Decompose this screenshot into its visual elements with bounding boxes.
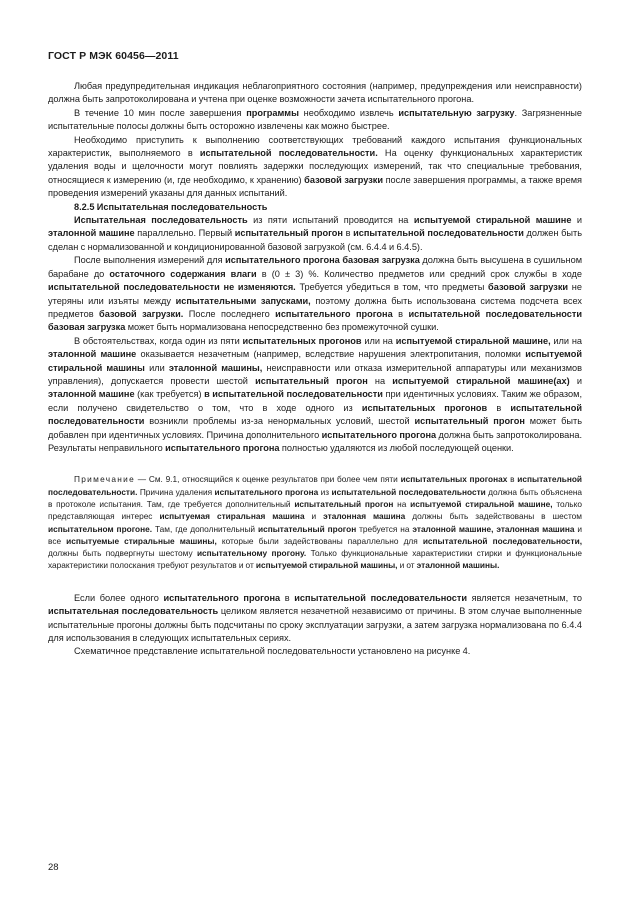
document-header: ГОСТ Р МЭК 60456—2011	[48, 50, 179, 62]
bold-term: испытательный прогон	[257, 523, 357, 534]
bold-term: испытательных прогонах	[400, 474, 508, 485]
text-run: После последнего	[183, 308, 276, 319]
section-heading: 8.2.5 Испытательная последовательность	[74, 201, 268, 212]
text-run: и	[304, 511, 324, 522]
text-run: в (0 ± 3) %. Количество предметов или средний срок службы в ходе	[256, 268, 583, 279]
bold-term: Испытательная последовательность	[74, 215, 248, 226]
text-run: целиком является незачетной независимо от причины. В этом случае выполненные испытательные прогоны должны быть подсчитаны по сроку эксплуатации загрузки, а затем загрузка нормализована по 6.4.4 для использования в следующих испытательных сериях.	[48, 606, 582, 643]
text-run: на	[393, 498, 411, 509]
bold-term: испытательных прогонов	[361, 402, 488, 413]
bold-term: испытательной последовательности	[48, 402, 582, 427]
text-run: и	[569, 375, 582, 386]
text-run: в	[507, 474, 518, 485]
bold-term: испытательной последовательности	[294, 592, 468, 603]
bold-term: испытуемой стиральной машине,	[395, 335, 551, 346]
text-run: которые были задействованы параллельно для	[216, 535, 423, 546]
text-run: должны быть задействованы в шестом	[405, 511, 582, 522]
bold-term: испытательных прогонов	[242, 335, 362, 346]
bold-term: испытательной последовательности	[331, 486, 486, 497]
bold-term: испытательного прогона	[321, 429, 437, 440]
text-run: на	[367, 375, 393, 386]
text-run: возникли проблемы из-за ненормальных условий, шестой	[144, 416, 415, 427]
text-run: может быть нормализована непосредственно без промежуточной сушки.	[125, 322, 439, 333]
text-run: — См. 9.1, относящийся к оценке результатов при более чем пяти	[135, 474, 401, 485]
text-run: параллельно. Первый	[134, 228, 235, 239]
bold-term: испытательную загрузку	[398, 107, 515, 118]
bold-term: базовой загрузки.	[99, 308, 184, 319]
text-run: может быть добавлен при идентичных условиях. Причина дополнительного	[48, 416, 582, 440]
bold-term: испытательному прогону.	[196, 548, 307, 559]
bold-term: эталонной машине	[48, 228, 135, 239]
text-run: не утеряны или изъяты между	[48, 282, 582, 306]
bold-term: испытательный прогон	[234, 228, 343, 239]
bold-term: испытуемой стиральной машине(ах)	[392, 375, 570, 386]
bold-term: остаточного содержания влаги	[109, 268, 257, 279]
text-run: Причина удаления	[137, 486, 215, 497]
text-run: необходимо извлечь	[298, 107, 399, 118]
bold-term: испытуемые стиральные машины,	[66, 535, 217, 546]
text-run: должна быть запротоколирована. Результаты неправильного	[48, 429, 583, 453]
bold-term: испытательного прогона	[163, 592, 281, 603]
text-run: В обстоятельствах, когда один из пяти	[74, 335, 243, 346]
text-run: после завершения программы, а также время проведения измерений указаны для данных испытаний.	[48, 174, 582, 199]
paragraph	[48, 80, 582, 107]
text-run: должен быть сделан с нормализованной и кондиционированной базовой загрузкой (см. 6.4.4 и 6.4.5).	[48, 228, 582, 252]
text-run: На оценку функциональных характеристик удаления воды и щелочности могут повлиять задержки последующих измерений, так что специальные требования, относящиеся к измерению (и, где необходимо, к хранению)	[48, 148, 582, 185]
bold-term: испытательного прогона	[275, 308, 393, 319]
text-run: Схематичное представление испытательной последовательности установлено на рисунке 4.	[74, 646, 471, 657]
bold-term: испытательной последовательности	[353, 228, 524, 239]
text-run: или на	[361, 335, 396, 346]
paragraph	[48, 592, 582, 646]
text-run: неисправности или отказа измерительной аппаратуры или механизмов управления), допускается провести шестой	[48, 362, 582, 386]
note-label: Примечание	[74, 474, 136, 485]
text-run: и	[571, 215, 582, 226]
text-run: В течение 10 мин после завершения	[74, 107, 247, 118]
text-run: и от	[397, 560, 417, 571]
text-run: в	[392, 308, 409, 319]
text-run: Требуется убедиться в том, что предметы	[295, 282, 489, 293]
paragraph	[48, 335, 582, 456]
bold-term: в испытательной последовательности	[204, 389, 383, 400]
paragraph	[48, 107, 582, 134]
bold-term: испытательной последовательности,	[422, 535, 582, 546]
text-run: полностью удаляются из любой последующей оценки.	[279, 442, 514, 453]
text-run: Необходимо приступить к выполнению соответствующих требований каждого испытания функциональных характеристик, выполняемого в	[48, 134, 582, 159]
text-run: . Загрязненные испытательные полосы должны быть осторожно извлечены как можно быстрее.	[48, 107, 582, 132]
text-run: в	[487, 402, 511, 413]
bold-term: испытуемой стиральной машины	[48, 349, 582, 373]
text-run: После выполнения измерений для	[74, 255, 226, 266]
note-paragraph	[48, 473, 582, 571]
text-run: из	[318, 486, 332, 497]
bold-term: испытательная последовательность	[48, 606, 219, 617]
bold-term: испытательной последовательности не изменяются.	[48, 282, 296, 293]
bold-term: испытательный прогон	[294, 498, 394, 509]
bold-term: эталонной машине, эталонная машина	[412, 523, 575, 534]
bold-term: эталонной машины,	[168, 362, 263, 373]
body-text	[48, 80, 582, 659]
text-run: Только функциональные характеристики стирки и функциональные характеристики полоскания требуют результатов и от	[48, 548, 582, 571]
bold-term: испытательного прогона	[214, 486, 319, 497]
bold-term: испытательными запусками,	[175, 295, 311, 306]
paragraph	[48, 645, 582, 658]
text-run: оказывается незачетным (например, вследствие нарушения электропитания, поломки	[136, 349, 526, 360]
bold-term: испытательной последовательности базовая загрузка	[48, 308, 583, 333]
text-run: Если более одного	[74, 592, 164, 603]
page-number: 28	[48, 862, 59, 873]
text-run: или	[144, 362, 169, 373]
text-run: только представляющая интерес	[48, 498, 582, 522]
bold-term: испытательный прогон	[255, 375, 368, 386]
text-run: Там, где дополнительный	[152, 523, 258, 534]
paragraph	[48, 134, 582, 201]
bold-term: испытуемой стиральной машине,	[410, 498, 553, 509]
bold-term: испытательного прогона	[165, 442, 280, 453]
bold-term: испытательной последовательности.	[199, 148, 378, 159]
bold-term: испытательном прогоне.	[48, 523, 153, 534]
text-run: должна быть объяснена в протоколе испытания. Там, где требуется дополнительный	[48, 486, 583, 509]
text-run: поэтому должна быть использована система подсчета всех предметов	[48, 295, 582, 319]
bold-term: базовой загрузки	[488, 282, 569, 293]
bold-term: испытуемой стиральной машине	[413, 215, 572, 226]
bold-term: эталонная машина	[323, 511, 406, 522]
bold-term: эталонной машине	[48, 349, 137, 360]
bold-term: испытательной последовательности.	[48, 474, 582, 497]
bold-term: испытательного прогона базовая загрузка	[225, 255, 420, 266]
text-run: в	[280, 592, 295, 603]
text-run: должны быть подвергнуты шестому	[48, 548, 197, 559]
bold-term: эталонной машине	[48, 389, 135, 400]
text-run: Любая предупредительная индикация неблагоприятного состояния (например, предупреждения или неисправности) должна быть запротоколирована и учтена при оценке возможности зачета испытательного прогона.	[48, 81, 582, 105]
text-run: (как требуется)	[134, 389, 205, 400]
text-run: является незачетным, то	[467, 592, 582, 603]
text-run: или на	[550, 335, 583, 346]
text-run: при идентичных условиях. Таким же образом, если получено свидетельство о том, что в ходе одного из	[48, 389, 582, 413]
text-run: из пяти испытаний проводится на	[247, 215, 414, 226]
text-run: в	[342, 228, 354, 239]
paragraph	[48, 254, 582, 334]
text-run: должна быть высушена в сушильном барабане до	[48, 255, 583, 279]
bold-term: испытательный прогон	[414, 416, 525, 427]
bold-term: испытуемая стиральная машина	[159, 511, 305, 522]
bold-term: эталонной машины.	[416, 560, 500, 571]
text-run: и все	[48, 523, 583, 546]
text-run: требуется на	[356, 523, 413, 534]
bold-term: испытуемой стиральной машины,	[255, 560, 398, 571]
paragraph	[48, 214, 582, 254]
bold-term: программы	[246, 107, 299, 118]
bold-term: базовой загрузки	[304, 174, 384, 185]
